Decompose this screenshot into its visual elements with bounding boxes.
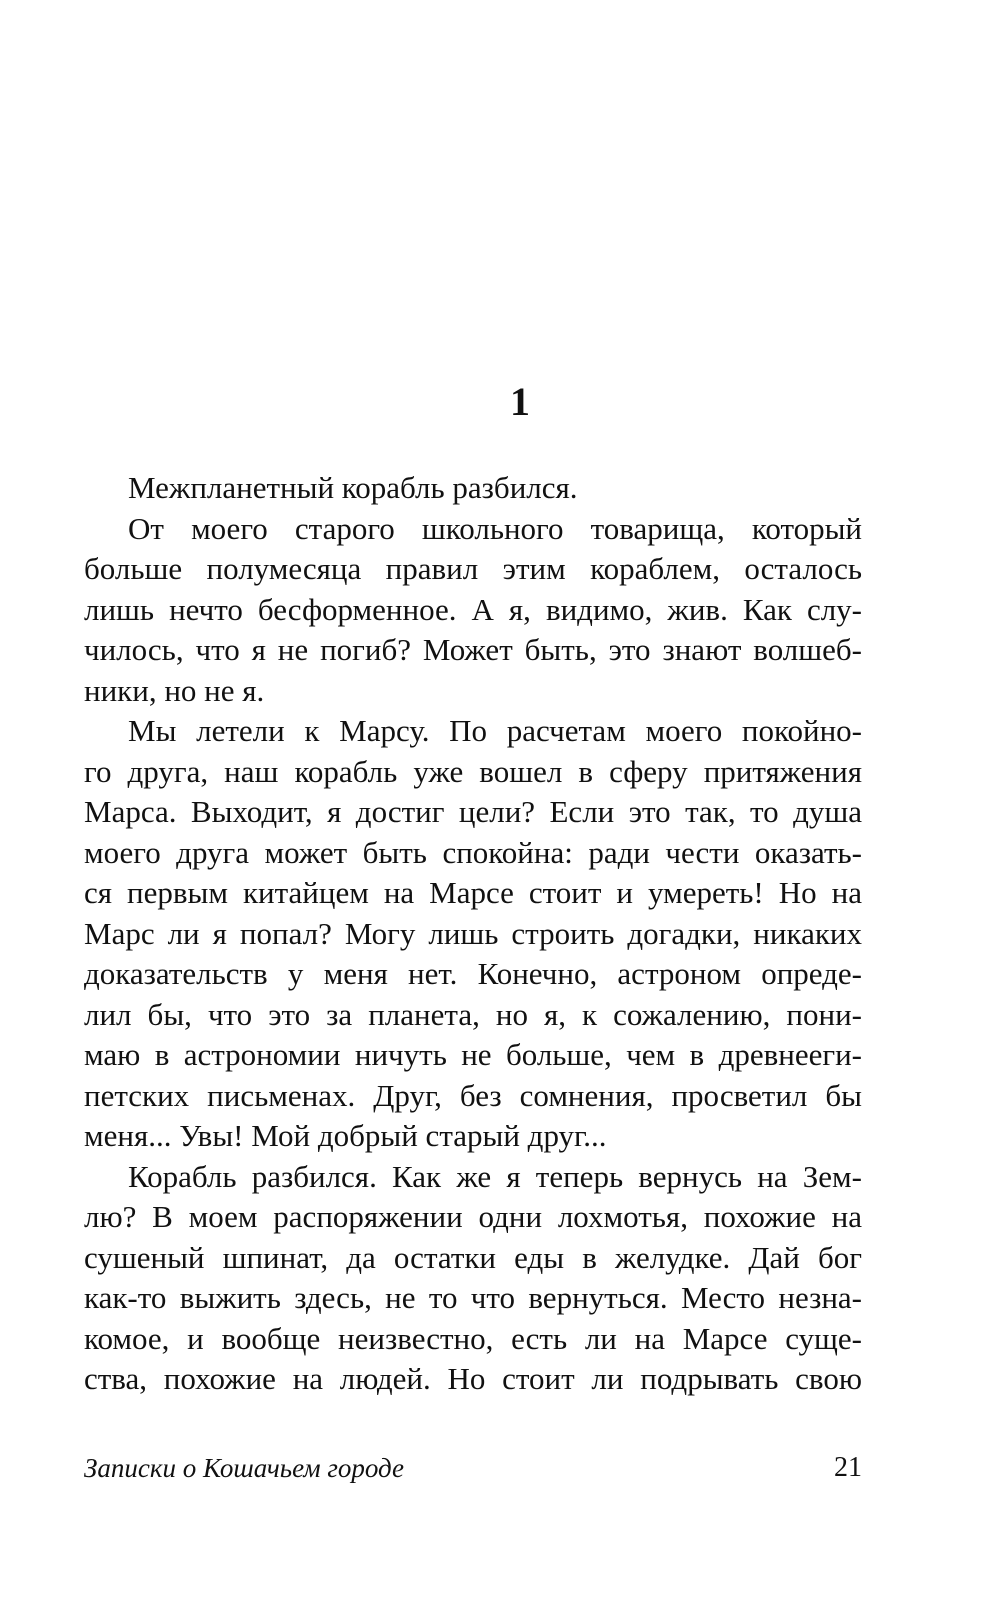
text-line: лишь нечто бесформенное. А я, видимо, жив. Как слу- <box>84 591 862 627</box>
text-line: Межпланетный корабль разбился. <box>128 470 578 505</box>
paragraph <box>84 1157 862 1400</box>
running-title: Записки о Кошачьем городе <box>84 1453 405 1483</box>
text-line: лил бы, что это за планета, но я, к сожалению, пони- <box>84 996 862 1032</box>
text-line: Марса. Выходит, я достиг цели? Если это так, то душа <box>84 794 862 829</box>
text-line: Марс ли я попал? Могу лишь строить догадки, никаких <box>84 915 862 951</box>
text-line: лю? В моем распоряжении одни лохмотья, похожие на <box>84 1199 862 1234</box>
text-line: моего друга может быть спокойна: ради чести оказать- <box>84 834 862 870</box>
paragraph <box>84 468 862 509</box>
text-line: сушеный шпинат, да остатки еды в желудке. Дай бог <box>84 1239 862 1275</box>
text-line: ства, похожие на людей. Но стоит ли подрывать свою <box>84 1361 862 1396</box>
text-line: больше полумесяца правил этим кораблем, осталось <box>84 551 862 586</box>
chapter-number: 1 <box>510 379 530 424</box>
text-line: ники, но не я. <box>84 672 265 708</box>
text-line: как-то выжить здесь, не то что вернуться. Место незна- <box>84 1280 862 1315</box>
text-line: чилось, что я не погиб? Может быть, это знают волшеб- <box>84 632 862 667</box>
text-line: го друга, наш корабль уже вошел в сферу притяжения <box>84 753 862 789</box>
page-number: 21 <box>834 1452 862 1483</box>
text-line: петских письменах. Друг, без сомнения, просветил бы <box>84 1077 862 1113</box>
body-text <box>84 468 862 1400</box>
text-line: ся первым китайцем на Марсе стоит и умереть! Но на <box>84 875 862 910</box>
text-line: комое, и вообще неизвестно, есть ли на Марсе суще- <box>84 1320 862 1356</box>
text-line: Корабль разбился. Как же я теперь вернусь на Зем- <box>128 1158 862 1194</box>
text-line: Мы летели к Марсу. По расчетам моего покойно- <box>128 713 862 748</box>
text-line: маю в астрономии ничуть не больше, чем в древнееги- <box>84 1037 862 1072</box>
page-footer <box>84 1448 862 1488</box>
paragraph <box>84 711 862 1157</box>
text-line: доказательств у меня нет. Конечно, астроном опреде- <box>84 956 862 991</box>
paragraph <box>84 509 862 712</box>
text-line: меня... Увы! Мой добрый старый друг... <box>84 1118 607 1153</box>
text-line: От моего старого школьного товарища, который <box>128 510 862 546</box>
